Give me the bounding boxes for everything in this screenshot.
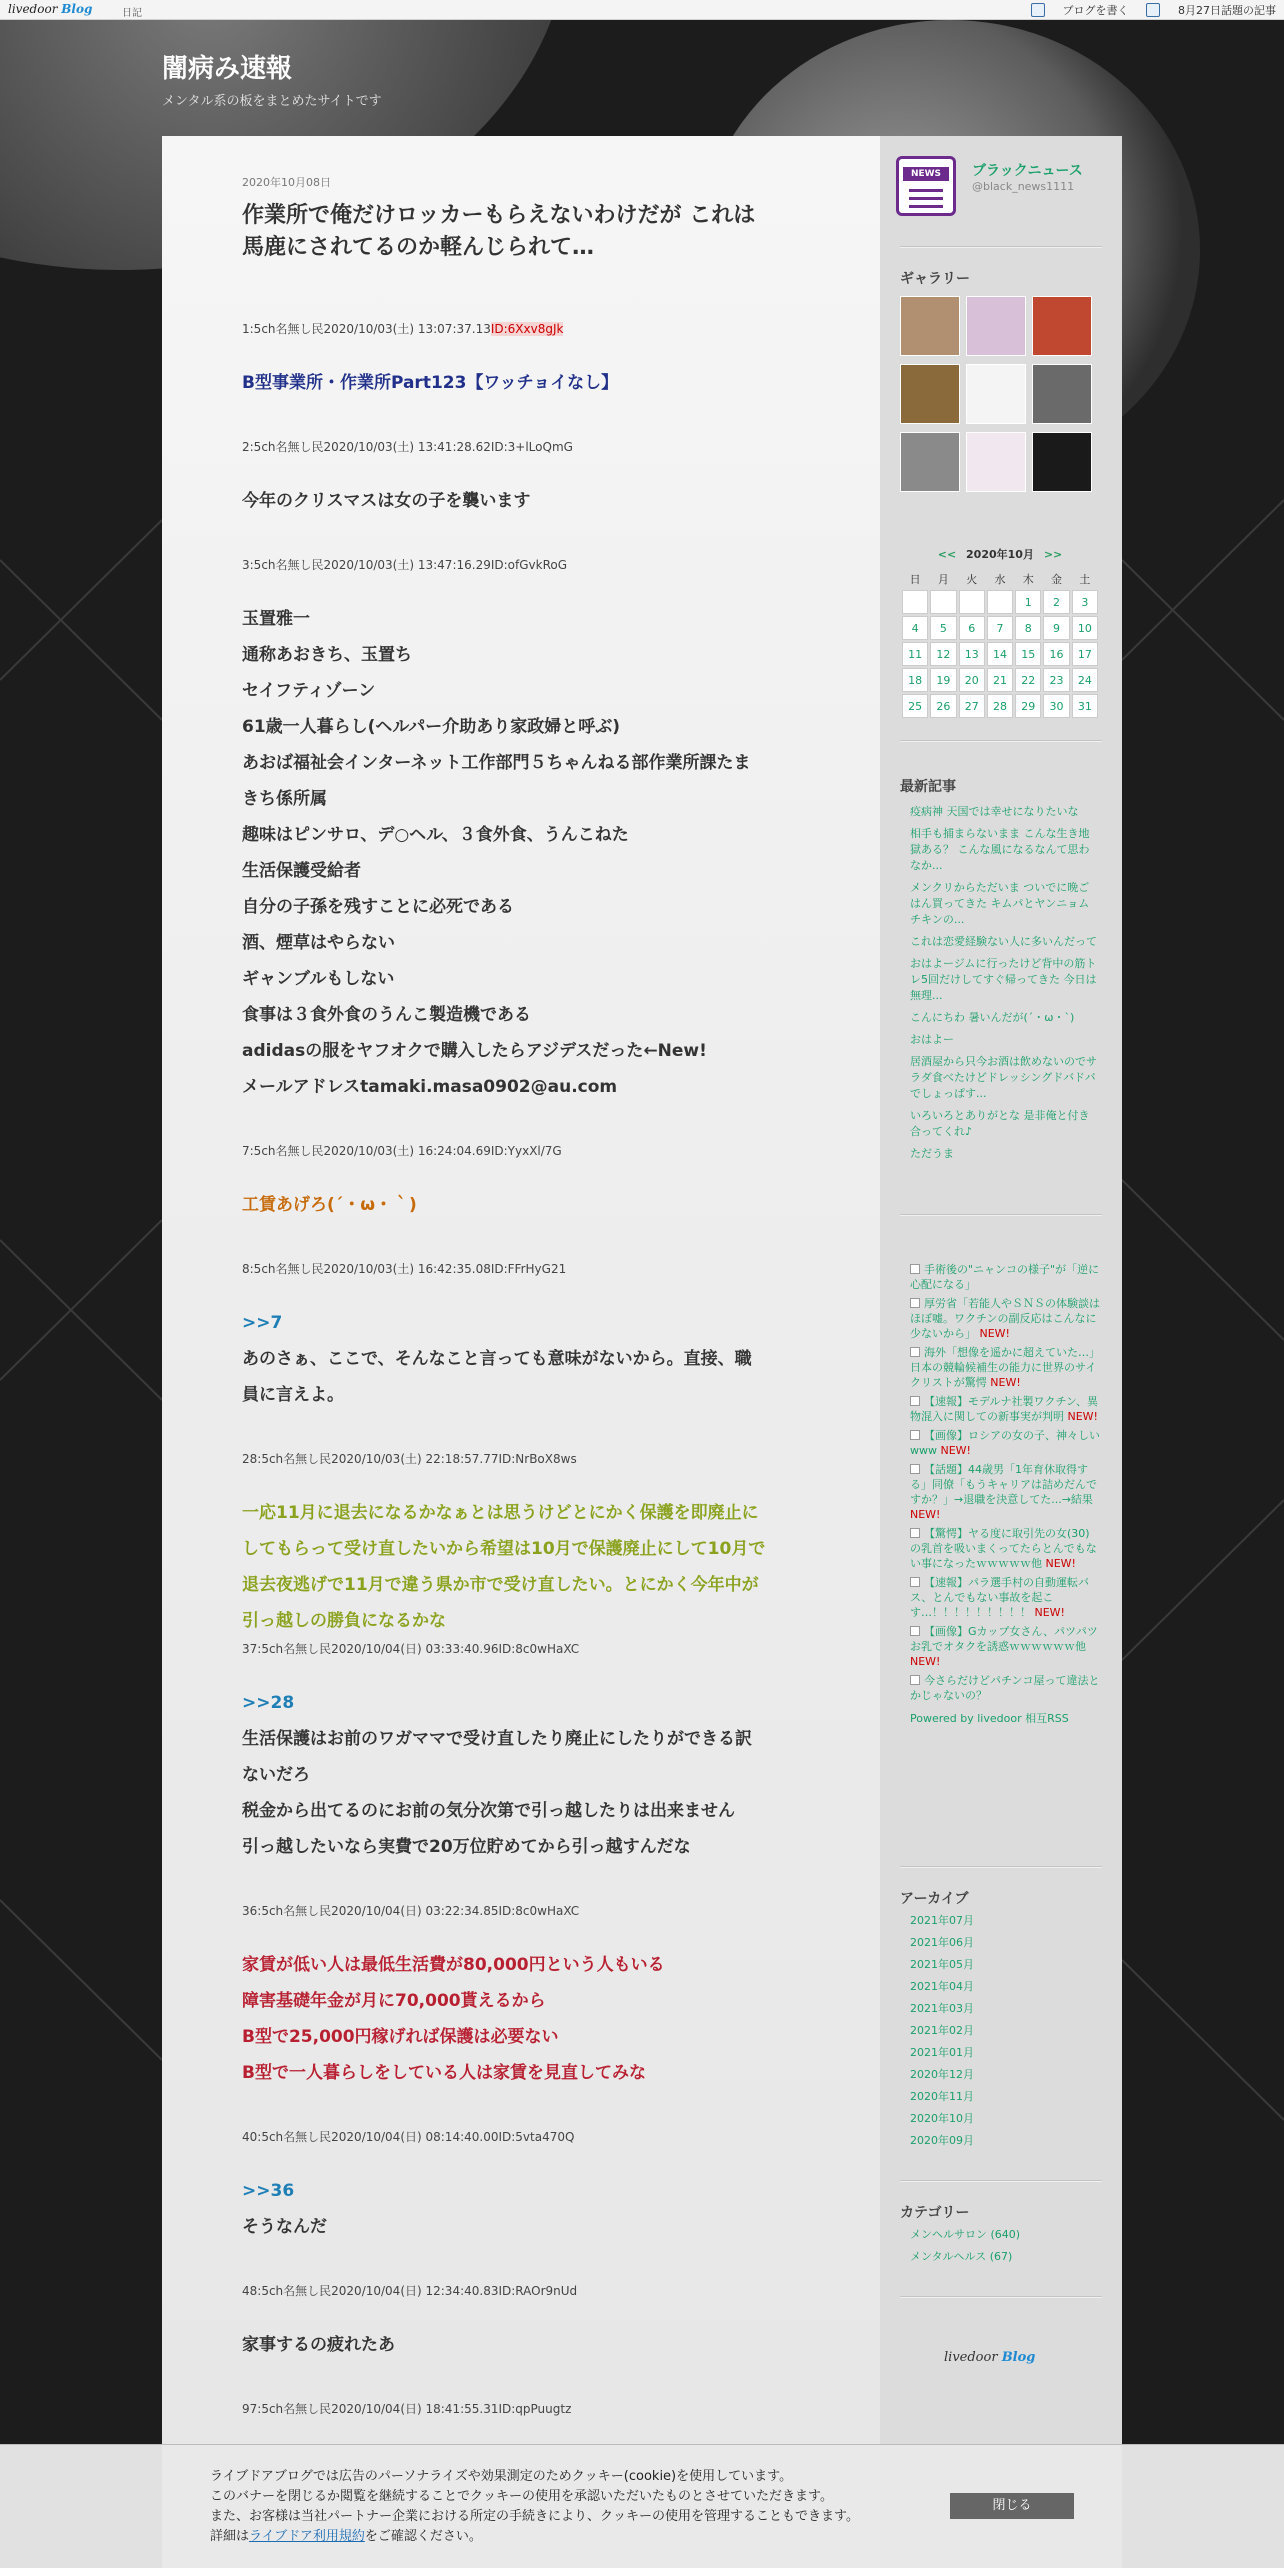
gallery-thumbnail[interactable] <box>966 364 1026 424</box>
calendar-day[interactable]: 21 <box>987 668 1013 692</box>
recent-post-link[interactable]: メンクリからただいま ついでに晩ごはん買ってきた キムパとヤンニョムチキンの... <box>910 881 1090 926</box>
response-header: 3:5ch名無し民2020/10/03(土) 13:47:16.29ID:ofGvkRoG <box>242 558 568 572</box>
response-header: 37:5ch名無し民2020/10/04(日) 03:33:40.96ID:8c0wHaXC <box>242 1642 580 1656</box>
calendar <box>900 546 1100 720</box>
response-item <box>242 2282 782 2363</box>
write-blog-link[interactable]: ブログを書く <box>1031 2 1129 18</box>
response-item <box>242 2400 782 2417</box>
category-list <box>910 2224 1100 2268</box>
pencil-icon <box>1031 3 1045 17</box>
calendar-day[interactable]: 9 <box>1043 616 1069 640</box>
response-anchor-link[interactable]: >>28 <box>242 1693 295 1713</box>
response-header: 7:5ch名無し民2020/10/03(土) 16:24:04.69ID:YyxXl/7G <box>242 1144 562 1158</box>
recent-post-link[interactable]: 相手も捕まらないまま こんな生き地獄ある？ こんな風になるなんて思わなか... <box>910 827 1090 872</box>
calendar-week-row <box>902 668 1098 692</box>
rss-item[interactable]: 【速報】モデルナ社製ワクチン、異物混入に関しての新事実が判明 NEW! <box>910 1395 1099 1423</box>
calendar-next-link[interactable]: >> <box>1043 548 1063 561</box>
gallery-thumbnail[interactable] <box>1032 432 1092 492</box>
archive-link[interactable]: 2021年07月 <box>910 1914 974 1927</box>
response-item <box>242 1142 782 1223</box>
response-body: 工賃あげろ(´・ω・｀) <box>242 1195 417 1215</box>
rss-thumb-icon <box>910 1264 920 1274</box>
recent-posts-heading: 最新記事 <box>900 779 956 795</box>
livedoor-blog-logo[interactable]: livedoor Blog <box>8 2 93 16</box>
calendar-day[interactable]: 22 <box>1015 668 1041 692</box>
response-item <box>242 2128 782 2245</box>
calendar-day[interactable]: 24 <box>1072 668 1098 692</box>
weekday: 金 <box>1051 573 1063 586</box>
response-item <box>242 1450 782 1639</box>
gallery-heading: ギャラリー <box>900 271 970 287</box>
calendar-day[interactable]: 3 <box>1072 590 1098 614</box>
response-item <box>242 1260 782 1413</box>
archive-link[interactable]: 2020年09月 <box>910 2134 974 2147</box>
response-body: 家賃が低い人は最低生活費が80,000円という人もいる 障害基礎年金が月に70,000貰えるから B型で25,000円稼げれば保護は必要ない B型で一人暮らしをしている人は家賃を見直してみな <box>242 1955 665 2083</box>
rss-thumb-icon <box>910 1396 920 1406</box>
weekday: 日 <box>909 573 921 586</box>
calendar-icon <box>1146 3 1160 17</box>
rss-item[interactable]: 【速報】パラ選手村の自動運転バス、とんでもない事故を起こす…！！！！！！！！！ NEW! <box>910 1576 1089 1619</box>
calendar-day[interactable]: 11 <box>902 642 928 666</box>
calendar-day[interactable]: 16 <box>1043 642 1069 666</box>
recent-post-link[interactable]: 居酒屋から只今お酒は飲めないのでサラダ食べたけどドレッシングドバドバでしょっぱす... <box>910 1055 1097 1100</box>
rss-item[interactable]: 【画像】Gカップ女さん、パツパツお乳でオタクを誘惑ｗｗｗｗｗｗ他 NEW! <box>910 1625 1098 1668</box>
recent-post-link[interactable]: いろいろとありがとな 是非俺と付き合ってくれ♪ <box>910 1109 1090 1138</box>
response-item <box>242 1902 782 2091</box>
calendar-week-row <box>902 694 1098 718</box>
calendar-day <box>959 590 985 614</box>
recent-post-link[interactable]: おはよージムに行ったけど背中の筋トレ5回だけしてすぐ帰ってきた 今日は無理... <box>910 957 1097 1002</box>
calendar-day[interactable]: 4 <box>902 616 928 640</box>
recent-post-link[interactable]: こんにちわ 暑いんだが(´・ω・`) <box>910 1011 1075 1024</box>
calendar-day[interactable]: 18 <box>902 668 928 692</box>
rss-item[interactable]: 【驚愕】ヤる度に取引先の女(30)の乳首を吸いまくってたらとんでもない事になったｗｗｗｗｗ他 NEW! <box>910 1527 1097 1570</box>
gallery-thumbnail[interactable] <box>900 364 960 424</box>
recent-post-link[interactable]: おはよー <box>910 1033 954 1046</box>
response-anchor-link[interactable]: >>36 <box>242 2181 295 2201</box>
rss-thumb-icon <box>910 1675 920 1685</box>
archive-link[interactable]: 2020年11月 <box>910 2090 974 2103</box>
archive-link[interactable]: 2021年06月 <box>910 1936 974 1949</box>
divider <box>900 1866 1102 1868</box>
calendar-week-row <box>902 590 1098 614</box>
diary-link[interactable]: 日記 <box>122 8 142 19</box>
calendar-day[interactable]: 25 <box>902 694 928 718</box>
calendar-weekday-row <box>902 570 1098 588</box>
trending-link[interactable]: 8月27日話題の記事 <box>1146 2 1276 18</box>
archive-link[interactable]: 2021年02月 <box>910 2024 974 2037</box>
weekday: 火 <box>966 573 978 586</box>
sidebar <box>880 136 1122 2568</box>
archive-heading: アーカイブ <box>900 1891 969 1907</box>
profile-id: @black_news1111 <box>972 180 1075 193</box>
rss-item[interactable]: 【話題】44歳男「1年育休取得する」同僚「もうキャリアは詰めだんですか？」→退職を決意してた...→結果 NEW! <box>910 1463 1097 1521</box>
calendar-day[interactable]: 30 <box>1043 694 1069 718</box>
response-header: 28:5ch名無し民2020/10/03(土) 22:18:57.77ID:NrBoX8ws <box>242 1452 577 1466</box>
calendar-day <box>902 590 928 614</box>
rss-thumb-icon <box>910 1464 920 1474</box>
response-body: 玉置雅一 通称あおきち、玉置ち セイフティゾーン 61歳一人暮らし(ヘルパー介助あり家政婦と呼ぶ) あおば福祉会インターネット工作部門５ちゃんねる部作業所課たま きち係所属 趣味はピンサロ、デ○ヘル、３食外食、うんこねた 生活保護受給者 自分の子孫を残すことに必死である 酒、煙草はやらない ギャンブルもしない 食事は３食外食のうんこ製造機である adidasの服をヤフオクで購入したらアジデスだった←New! メールアドレスtamaki.masa0902@au.com <box>242 609 751 1097</box>
rss-thumb-icon <box>910 1298 920 1308</box>
weekday: 木 <box>1022 573 1034 586</box>
gallery-thumbnail[interactable] <box>1032 296 1092 356</box>
archive-list <box>910 1910 1100 2152</box>
livedoor-topbar <box>0 0 1284 20</box>
calendar-day[interactable]: 14 <box>987 642 1013 666</box>
calendar-day[interactable]: 29 <box>1015 694 1041 718</box>
calendar-week-row <box>902 616 1098 640</box>
response-item <box>242 438 782 519</box>
recent-post-link[interactable]: ただうま <box>910 1147 954 1160</box>
recent-post-link[interactable]: これは恋愛経験ない人に多いんだって <box>910 935 1097 948</box>
rss-item[interactable]: 厚労省「若能人やＳＮＳの体験談はほぼ嘘。ワクチンの副反応はこんなに少ないから」 NEW! <box>910 1297 1100 1340</box>
cookie-consent-banner <box>0 2444 1284 2568</box>
divider <box>900 740 1102 742</box>
response-header: 2:5ch名無し民2020/10/03(土) 13:41:28.62ID:3+lLoQmG <box>242 440 573 454</box>
rss-item[interactable]: 【画像】ロシアの女の子、神々しいwww NEW! <box>910 1429 1100 1457</box>
site-description: メンタル系の板をまとめたサイトです <box>162 94 382 109</box>
calendar-month: 2020年10月 <box>966 548 1034 561</box>
response-body: 今年のクリスマスは女の子を襲います <box>242 491 531 511</box>
response-body: 家事するの疲れたあ <box>242 2335 395 2355</box>
response-item <box>242 1640 782 1865</box>
calendar-day[interactable]: 27 <box>959 694 985 718</box>
response-header: 36:5ch名無し民2020/10/04(日) 03:22:34.85ID:8c0wHaXC <box>242 1904 580 1918</box>
rss-thumb-icon <box>910 1430 920 1440</box>
rss-thumb-icon <box>910 1577 920 1587</box>
response-header: 40:5ch名無し民2020/10/04(日) 08:14:40.00ID:5vta470Q <box>242 2130 575 2144</box>
response-item <box>242 320 782 401</box>
rss-powered-by-link[interactable]: Powered by livedoor 相互RSS <box>910 1712 1069 1725</box>
divider <box>900 246 1102 248</box>
weekday: 水 <box>994 573 1006 586</box>
response-header: 97:5ch名無し民2020/10/04(日) 18:41:55.31ID:qpPuugtz <box>242 2402 572 2416</box>
rss-thumb-icon <box>910 1626 920 1636</box>
rss-item[interactable]: 海外「想像を遥かに超えていた…」日本の競輪候補生の能力に世界のサイクリストが驚愕 NEW! <box>910 1346 1100 1389</box>
response-header: 1:5ch名無し民2020/10/03(土) 13:07:37.13ID:6Xxv8gJk <box>242 322 564 336</box>
response-body: >>7 あのさぁ、ここで、そんなこと言っても意味がないから。直接、職 員に言えよ。 <box>242 1305 782 1413</box>
category-heading: カテゴリー <box>900 2205 970 2221</box>
calendar-day[interactable]: 19 <box>930 668 956 692</box>
cookie-notice-text: ライブドアブログでは広告のパーソナライズや効果測定のためクッキー(cookie)を使用しています。 このバナーを閉じるか閲覧を継続することでクッキーの使用を承認いただいたものとさせていただきます。 また、お客様は当社パートナー企業における所定の手続きにより、クッキーの使用を管理することもできます。 詳細はライブドア利用規約をご確認ください。 <box>210 2469 859 2544</box>
response-body: 一応11月に退去になるかなぁとは思うけどとにかく保護を即廃止に してもらって受け直したいから希望は10月で保護廃止にして10月で 退去夜逃げで11月で違う県か市で受け直したい。とにかく今年中が 引っ越しの勝負になるかな <box>242 1503 766 1631</box>
calendar-day <box>930 590 956 614</box>
gallery-thumbnail[interactable] <box>966 296 1026 356</box>
calendar-day[interactable]: 28 <box>987 694 1013 718</box>
calendar-day[interactable]: 20 <box>959 668 985 692</box>
close-cookie-button[interactable]: 閉じる <box>950 2493 1074 2519</box>
response-body: B型事業所・作業所Part123【ワッチョイなし】 <box>242 373 619 393</box>
calendar-day[interactable]: 7 <box>987 616 1013 640</box>
article-title[interactable]: 作業所で俺だけロッカーもらえないわけだが これは 馬鹿にされてるのか軽んじられて… <box>242 203 756 260</box>
archive-link[interactable]: 2021年05月 <box>910 1958 974 1971</box>
gallery-thumbnail[interactable] <box>966 432 1026 492</box>
site-title[interactable]: 闇病み速報 <box>162 54 293 84</box>
livedoor-blog-footer-logo[interactable]: livedoor Blog <box>944 2350 1036 2365</box>
rss-feed-list <box>910 1262 1100 1730</box>
archive-link[interactable]: 2021年01月 <box>910 2046 974 2059</box>
divider <box>900 2180 1102 2182</box>
recent-posts-list <box>910 804 1100 1168</box>
response-body: >>36 そうなんだ <box>242 2173 782 2245</box>
rss-thumb-icon <box>910 1528 920 1538</box>
calendar-day[interactable]: 23 <box>1043 668 1069 692</box>
archive-link[interactable]: 2020年12月 <box>910 2068 974 2081</box>
divider <box>900 1214 1102 1216</box>
calendar-day[interactable]: 10 <box>1072 616 1098 640</box>
rss-thumb-icon <box>910 1347 920 1357</box>
profile-name[interactable]: ブラックニュース <box>972 163 1083 179</box>
gallery-thumbnail[interactable] <box>900 432 960 492</box>
calendar-prev-link[interactable]: << <box>937 548 957 561</box>
rss-item[interactable]: 手術後の"ニャンコの様子"が「逆に心配になる」 <box>910 1263 1100 1291</box>
calendar-table <box>900 568 1100 720</box>
recent-post-link[interactable]: 疫病神 天国では幸せになりたいな <box>910 805 1079 818</box>
gallery-thumbnail[interactable] <box>1032 364 1092 424</box>
article <box>242 174 782 2416</box>
calendar-day[interactable]: 1 <box>1015 590 1041 614</box>
calendar-day[interactable]: 31 <box>1072 694 1098 718</box>
calendar-day <box>987 590 1013 614</box>
calendar-day[interactable]: 17 <box>1072 642 1098 666</box>
calendar-day[interactable]: 26 <box>930 694 956 718</box>
profile-news-icon[interactable]: NEWS <box>896 156 956 216</box>
calendar-day[interactable]: 15 <box>1015 642 1041 666</box>
main-content <box>162 136 880 2568</box>
calendar-day[interactable]: 2 <box>1043 590 1069 614</box>
gallery-thumbnail[interactable] <box>900 296 960 356</box>
divider <box>900 2296 1102 2298</box>
category-link[interactable]: メンタルヘルス (67) <box>910 2250 1013 2263</box>
response-anchor-link[interactable]: >>7 <box>242 1313 283 1333</box>
weekday: 土 <box>1079 573 1091 586</box>
response-body: >>28 生活保護はお前のワガママで受け直したり廃止にしたりができる訳 ないだろ 税金から出てるのにお前の気分次第で引っ越したりは出来ません 引っ越したいなら実費で20万位貯めてから引っ越すんだな <box>242 1685 782 1865</box>
category-link[interactable]: メンヘルサロン (640) <box>910 2228 1021 2241</box>
calendar-day[interactable]: 6 <box>959 616 985 640</box>
response-header: 48:5ch名無し民2020/10/04(日) 12:34:40.83ID:RAOr9nUd <box>242 2284 578 2298</box>
article-date: 2020年10月08日 <box>242 176 331 189</box>
archive-link[interactable]: 2021年03月 <box>910 2002 974 2015</box>
weekday: 月 <box>937 573 949 586</box>
calendar-nav <box>900 546 1100 562</box>
terms-link[interactable]: ライブドア利用規約 <box>249 2529 365 2544</box>
rss-item[interactable]: 今さらだけどパチンコ屋って違法とかじゃないの？ <box>910 1674 1100 1702</box>
archive-link[interactable]: 2020年10月 <box>910 2112 974 2125</box>
calendar-day[interactable]: 13 <box>959 642 985 666</box>
response-header: 8:5ch名無し民2020/10/03(土) 16:42:35.08ID:FFrHyG21 <box>242 1262 567 1276</box>
calendar-week-row <box>902 642 1098 666</box>
calendar-day[interactable]: 5 <box>930 616 956 640</box>
archive-link[interactable]: 2021年04月 <box>910 1980 974 1993</box>
calendar-day[interactable]: 12 <box>930 642 956 666</box>
response-item <box>242 556 782 1105</box>
calendar-day[interactable]: 8 <box>1015 616 1041 640</box>
